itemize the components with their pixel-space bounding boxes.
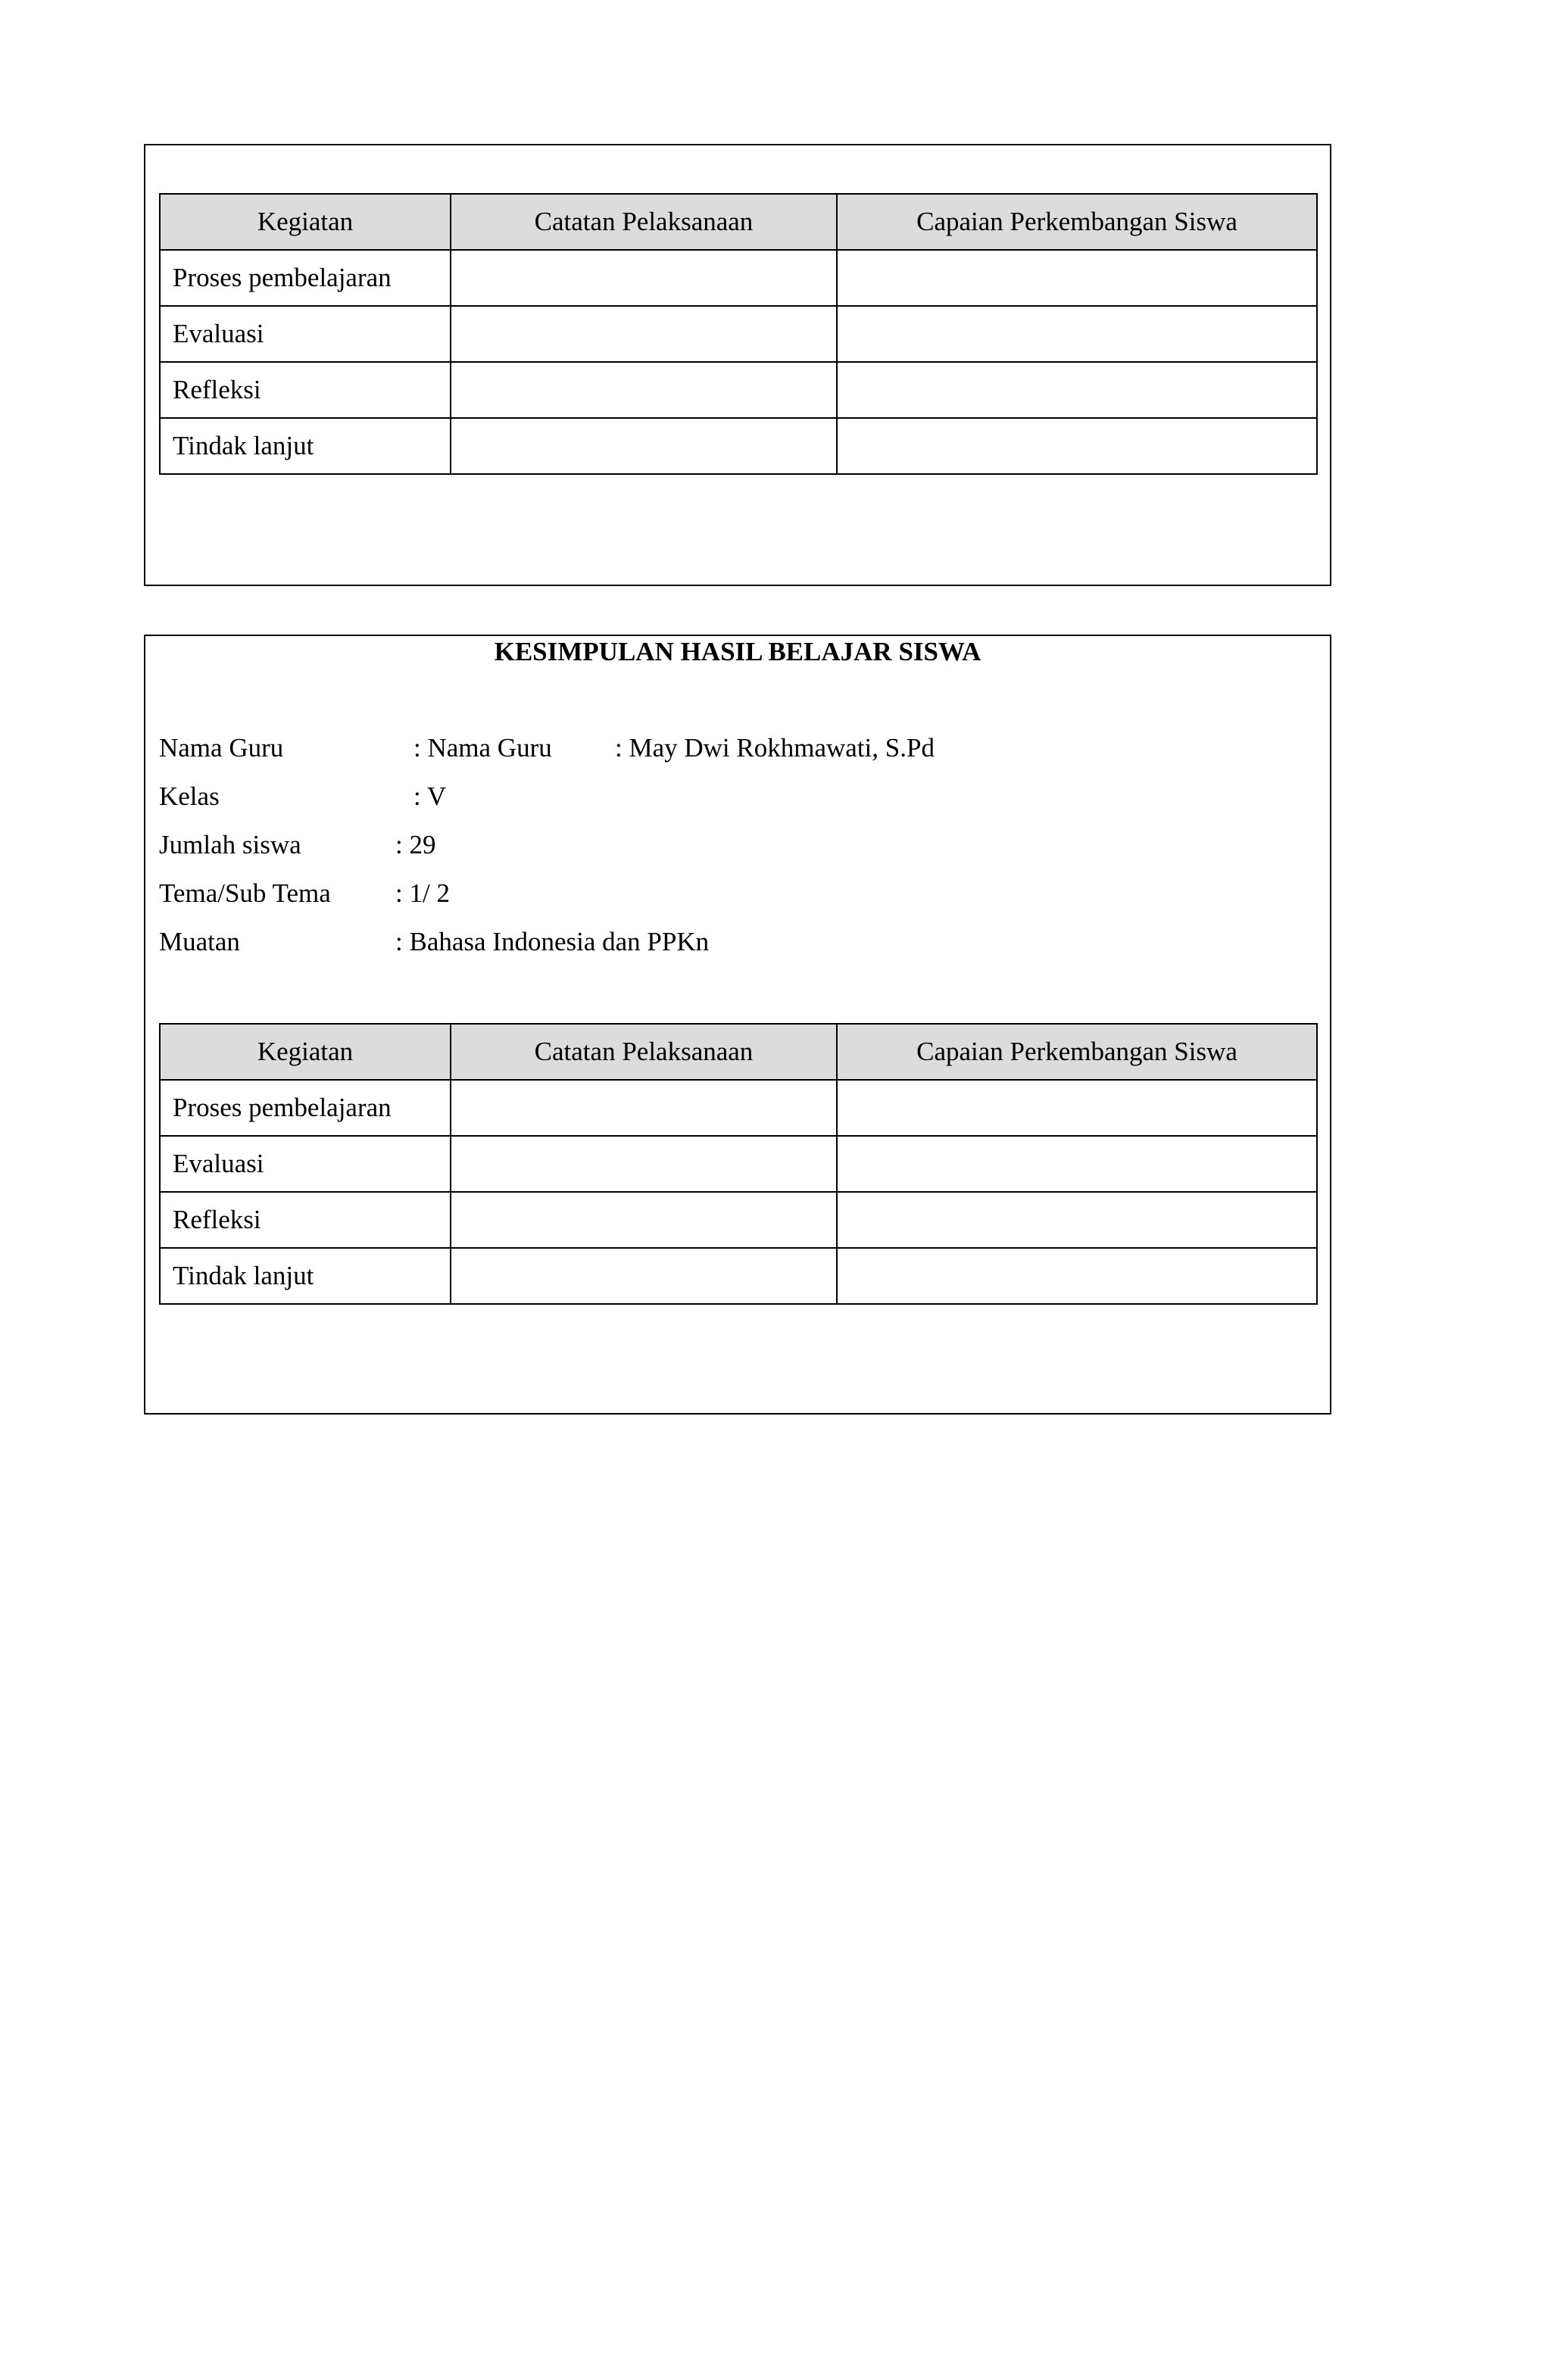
table-row — [160, 1248, 1317, 1304]
capaian-cell[interactable] — [837, 1192, 1317, 1248]
info-label: Nama Guru — [159, 733, 284, 763]
kegiatan-cell: Evaluasi — [160, 306, 451, 362]
kegiatan-cell: Tindak lanjut — [160, 418, 451, 474]
catatan-cell[interactable] — [451, 418, 837, 474]
kegiatan-cell: Tindak lanjut — [160, 1248, 451, 1304]
table-row — [160, 1080, 1317, 1136]
table-row — [160, 1192, 1317, 1248]
table-row — [160, 250, 1317, 306]
catatan-cell[interactable] — [451, 362, 837, 418]
header-capaian-perkembangan: Capaian Perkembangan Siswa — [837, 194, 1317, 250]
table-header-row — [160, 194, 1317, 250]
catatan-cell[interactable] — [451, 1248, 837, 1304]
table-row — [160, 1136, 1317, 1192]
kesimpulan-box — [144, 635, 1331, 1415]
kegiatan-cell: Evaluasi — [160, 1136, 451, 1192]
activity-table-2 — [159, 1023, 1318, 1305]
catatan-cell[interactable] — [451, 1192, 837, 1248]
capaian-cell[interactable] — [837, 362, 1317, 418]
kegiatan-cell: Refleksi — [160, 362, 451, 418]
header-capaian-perkembangan: Capaian Perkembangan Siswa — [837, 1024, 1317, 1080]
info-value: : V — [413, 781, 447, 811]
info-label: Tema/Sub Tema — [159, 878, 331, 908]
catatan-cell[interactable] — [451, 1136, 837, 1192]
info-value: : 29 — [395, 830, 436, 859]
capaian-cell[interactable] — [837, 1136, 1317, 1192]
info-value: : 1/ 2 — [395, 878, 450, 908]
table-row — [160, 418, 1317, 474]
info-label: Jumlah siswa — [159, 830, 301, 859]
header-catatan-pelaksanaan: Catatan Pelaksanaan — [451, 1024, 837, 1080]
activity-table-1 — [159, 193, 1318, 475]
info-value: : May Dwi Rokhmawati, S.Pd — [615, 733, 935, 763]
info-value: : Bahasa Indonesia dan PPKn — [395, 927, 710, 956]
table-row — [160, 306, 1317, 362]
section-title: KESIMPULAN HASIL BELAJAR SISWA — [494, 637, 981, 666]
kegiatan-cell: Proses pembelajaran — [160, 1080, 451, 1136]
capaian-cell[interactable] — [837, 250, 1317, 306]
capaian-cell[interactable] — [837, 1248, 1317, 1304]
catatan-cell[interactable] — [451, 1080, 837, 1136]
capaian-cell[interactable] — [837, 306, 1317, 362]
catatan-cell[interactable] — [451, 306, 837, 362]
info-separator: : Nama Guru — [413, 733, 552, 763]
table-header-row — [160, 1024, 1317, 1080]
header-catatan-pelaksanaan: Catatan Pelaksanaan — [451, 194, 837, 250]
capaian-cell[interactable] — [837, 1080, 1317, 1136]
info-label: Muatan — [159, 927, 240, 956]
kegiatan-cell: Proses pembelajaran — [160, 250, 451, 306]
capaian-cell[interactable] — [837, 418, 1317, 474]
table-row — [160, 362, 1317, 418]
catatan-cell[interactable] — [451, 250, 837, 306]
activity-record-box-1 — [144, 144, 1331, 586]
header-kegiatan: Kegiatan — [160, 1024, 451, 1080]
kegiatan-cell: Refleksi — [160, 1192, 451, 1248]
info-label: Kelas — [159, 781, 220, 811]
header-kegiatan: Kegiatan — [160, 194, 451, 250]
